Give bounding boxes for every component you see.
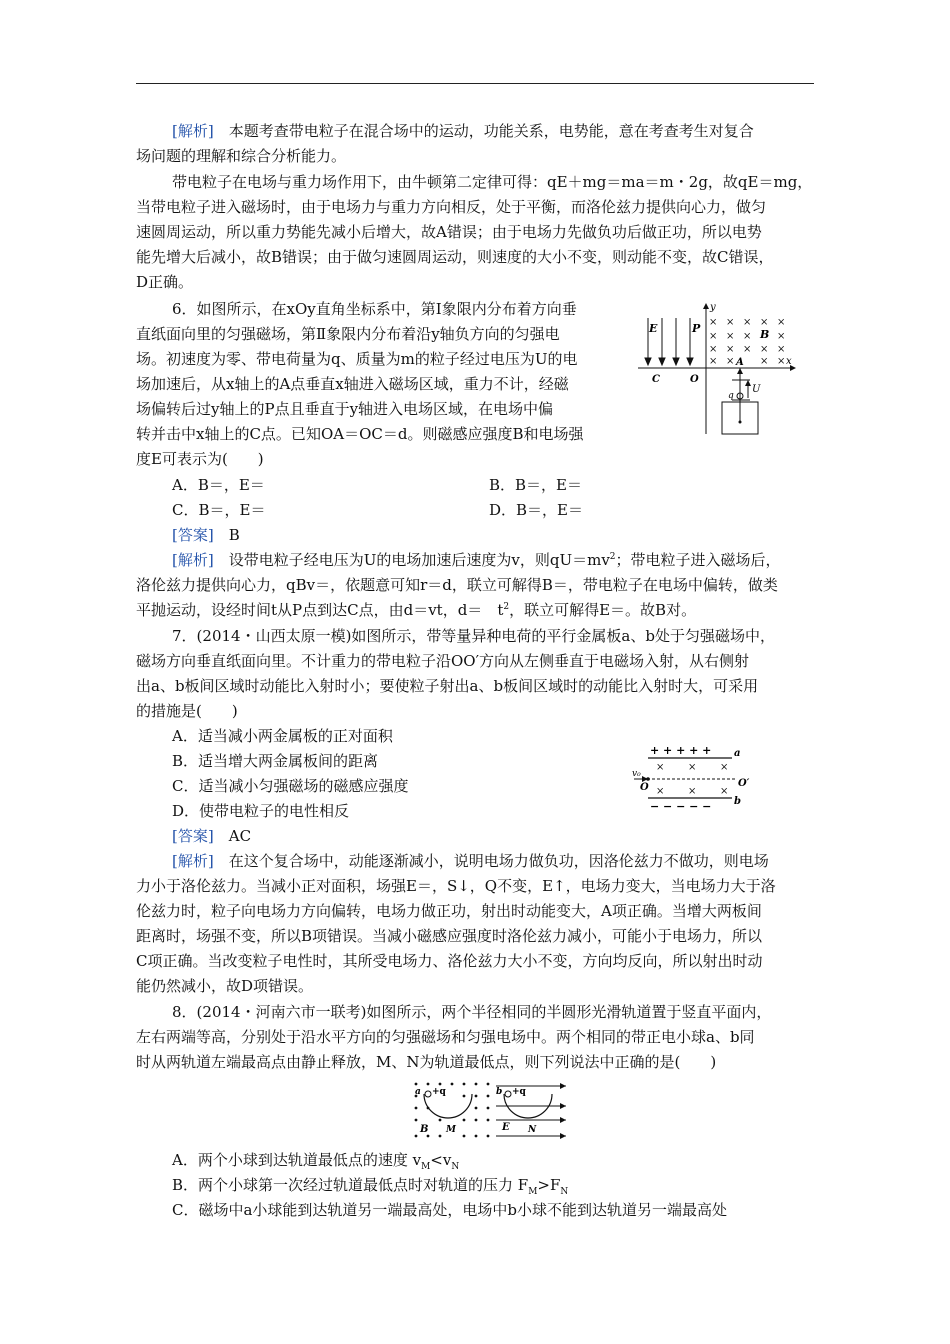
q6-line-4: 场加速后，从x轴上的A点垂直x轴进入磁场区域，重力不计，经磁 [136,375,569,393]
q8-fig-q2: +q [512,1087,526,1097]
svg-text:×: × [760,344,769,355]
svg-text:×: × [656,786,665,797]
q8-fig-b: b [496,1087,503,1097]
q7-fig-O: O [640,782,649,793]
svg-text:×: × [726,356,735,367]
svg-text:×: × [743,317,752,328]
explanation-5-line-4: 当带电粒子进入磁场时，由于电场力与重力方向相反，处于平衡，而洛伦兹力提供向心力，做匀 [136,198,767,216]
q6-fig-C: C [652,374,660,385]
q6-line-6: 转并击中x轴上的C点。已知OA＝OC＝d。则磁感应强度B和电场强 [136,425,584,443]
answer-tag: [答案] [172,526,214,544]
q7-fig-minus: − − − − − [650,800,712,812]
explanation-tag: [解析] [172,852,214,870]
q7-fig-O2: O′ [738,778,750,789]
explanation-tag: [解析] [172,122,214,140]
q6-fig-A: A [736,357,744,368]
svg-text:×: × [777,331,786,342]
q8-figure [410,1080,570,1142]
q7-explanation-line-5: C项正确。当改变粒子电性时，其所受电场力、洛伦兹力大小不变，方向均反向，所以射出时动 [136,952,763,970]
explanation-5-line-5: 速圆周运动，所以重力势能先减小后增大，故A错误；由于电场力先做负功后做正功，所以电势 [136,223,762,241]
q7-option-b: B．适当增大两金属板间的距离 [172,752,379,770]
svg-text:×: × [743,344,752,355]
q6-fig-q: q [728,391,734,401]
q8-fig-E: E [502,1122,510,1133]
q8-option-a: A．两个小球到达轨道最低点的速度 $v_M<v_N$ [172,1151,460,1172]
q8-option-c: C．磁场中a小球能到达轨道另一端最高处，电场中b小球不能到达轨道另一端最高处 [172,1201,728,1219]
svg-text:×: × [726,344,735,355]
svg-text:×: × [656,762,665,773]
q7-option-a: A．适当减小两金属板的正对面积 [172,727,393,745]
q8-option-b: B．两个小球第一次经过轨道最低点时对轨道的压力 $F_M>F_N$ [172,1176,569,1197]
q8-fig-M: M [446,1125,456,1135]
svg-text:×: × [760,356,769,367]
svg-text:×: × [777,317,786,328]
q7-explanation-line-6: 能仍然减小，故D项错误。 [136,977,314,995]
explanation-5-line-1: [解析] 本题考查带电粒子在混合场中的运动，功能关系，电势能，意在考查考生对复合 [172,122,754,140]
svg-text:×: × [688,762,697,773]
explanation-5-line-6: 能先增大后减小，故B错误；由于做匀速圆周运动，则速度的大小不变，则动能不变，故C错误， [136,248,774,266]
svg-text:×: × [760,317,769,328]
svg-text:×: × [720,762,729,773]
q6-answer [172,526,240,544]
svg-text:×: × [709,356,718,367]
q7-figure [632,744,762,812]
q6-line-3: 场。初速度为零、带电荷量为q、质量为m的粒子经过电压为U的电 [136,350,578,368]
q6-figure [638,300,796,440]
q7-explanation-line-3: 伦兹力时，粒子向电场力方向偏转，电场力做正功，射出时动能变大，A项正确。当增大两板间 [136,902,762,920]
q6-fig-B: B [760,328,770,341]
svg-text:×: × [720,786,729,797]
answer-tag: [答案] [172,827,214,845]
q7-explanation-line-1: [解析] 在这个复合场中，动能逐渐减小，说明电场力做负功，因洛伦兹力不做功，则电场 [172,852,769,870]
q8-fig-B: B [420,1124,429,1135]
svg-text:×: × [726,331,735,342]
q7-fig-b: b [734,796,741,807]
q6-line-5: 场偏转后过y轴上的P点且垂直于y轴进入电场区域，在电场中偏 [136,400,554,418]
q7-line-4: 的措施是( ) [136,702,238,720]
svg-text:×: × [709,317,718,328]
q6-explanation-line-3: 平抛运动，设经时间t从P点到达C点，由d＝vt，d＝ $t^2$，联立可解得E＝。故B对。 [136,601,697,619]
q8-line-1: 8．(2014・河南六市一联考)如图所示，两个半径相同的半圆形光滑轨道置于竖直平面内， [172,1003,772,1021]
q6-fig-x: x [786,356,792,367]
q7-line-2: 磁场方向垂直纸面向里。不计重力的带电粒子沿OO′方向从左侧垂直于电磁场入射，从右侧射 [136,652,750,670]
q7-fig-v0: v₀ [632,769,641,779]
q7-explanation-line-4: 距离时，场强不变，所以B项错误。当减小磁感应强度时洛伦兹力减小，可能小于电场力，所以 [136,927,763,945]
q8-fig-a: a [415,1087,421,1097]
q6-explanation-line-1: [解析] 设带电粒子经电压为U的电场加速后速度为v，则$qU=mv^2$；带电粒子进入磁场后， [172,551,781,569]
explanation-5-line-3: 带电粒子在电场与重力场作用下，由牛顿第二定律可得：qE＋mg＝ma＝m・2g，故qE＝mg， [172,173,813,191]
q6-line-2: 直纸面向里的匀强磁场，第Ⅱ象限内分布着沿y轴负方向的匀强电 [136,325,560,343]
q6-option-a: A．B＝，E＝ [172,476,265,494]
q7-line-3: 出a、b板间区域时动能比入射时小；要使粒子射出a、b板间区域时的动能比入射时大，可采用 [136,677,759,695]
q8-line-3: 时从两轨道左端最高点由静止释放，M、N为轨道最低点，则下列说法中正确的是( ) [136,1053,717,1071]
q6-fig-P: P [692,322,701,335]
q6-line-1: 6．如图所示，在xOy直角坐标系中，第Ⅰ象限内分布着方向垂 [172,300,577,318]
svg-text:×: × [709,344,718,355]
svg-text:×: × [777,356,786,367]
q6-fig-E: E [649,322,658,335]
q7-explanation-line-2: 力小于洛伦兹力。当减小正对面积，场强E＝，S↓，Q不变，E↑，电场力变大，当电场力大于洛 [136,877,776,895]
q6-option-c: C．B＝，E＝ [172,501,266,519]
q8-fig-N: N [528,1125,537,1135]
svg-text:×: × [777,344,786,355]
explanation-5-line-7: D正确。 [136,273,194,291]
q7-fig-plus: + + + + + [650,744,712,757]
q6-explanation-line-2: 洛伦兹力提供向心力，qBv＝，依题意可知r＝d，联立可解得B＝，带电粒子在电场中偏转，做类 [136,576,778,594]
q7-option-d: D．使带电粒子的电性相反 [172,802,350,820]
svg-text:×: × [709,331,718,342]
svg-text:×: × [726,317,735,328]
q7-line-1: 7．(2014・山西太原一模)如图所示，带等量异种电荷的平行金属板a、b处于匀强磁场中， [172,627,775,645]
q6-fig-O: O [690,374,699,385]
q6-line-7: 度E可表示为( ) [136,450,264,468]
q8-fig-q1: +q [432,1087,446,1097]
svg-text:×: × [743,331,752,342]
q6-option-b: B．B＝，E＝ [489,476,582,494]
header-rule [136,83,814,84]
q7-fig-a: a [734,748,741,759]
explanation-5-line-2: 场问题的理解和综合分析能力。 [136,147,347,165]
q6-answer-value: B [228,526,240,544]
svg-text:×: × [688,786,697,797]
q7-answer [172,827,251,845]
q7-option-c: C．适当减小匀强磁场的磁感应强度 [172,777,409,795]
q6-fig-U: U [752,384,761,395]
q7-answer-value: AC [228,827,252,845]
q6-fig-y: y [710,302,716,313]
explanation-tag: [解析] [172,551,214,569]
q8-line-2: 左右两端等高，分别处于沿水平方向的匀强磁场和匀强电场中。两个相同的带正电小球a、b同 [136,1028,755,1046]
q6-option-d: D．B＝，E＝ [489,501,583,519]
